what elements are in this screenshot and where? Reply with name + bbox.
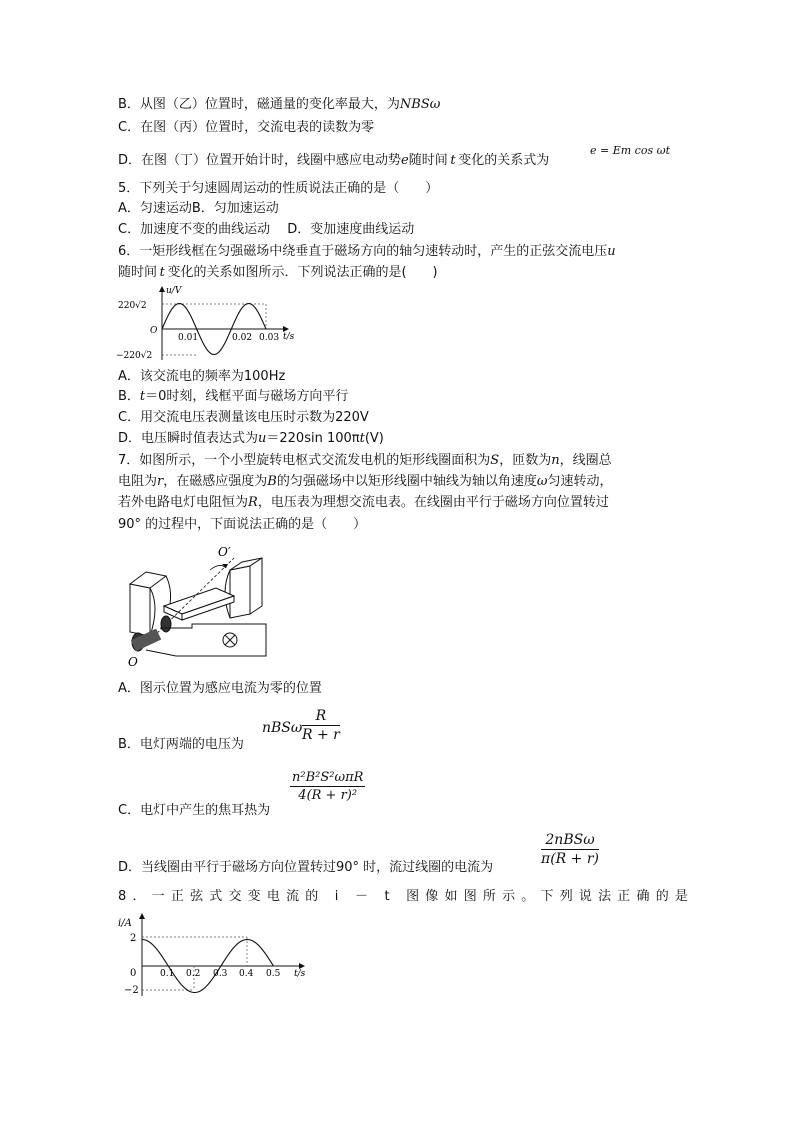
fraction-numerator: 2nBSω [541, 832, 599, 850]
left-pole-face [150, 588, 155, 636]
axis-label-top: O′ [218, 545, 231, 559]
math-inline: NBSω [399, 97, 441, 112]
question-text: ，电压表为理想交流电表。在线圈由平行于磁场方向位置转过 [257, 495, 609, 510]
right-magnet-front [230, 566, 250, 618]
x-tick-3: 0.03 [259, 333, 280, 343]
math-inline: e [401, 153, 409, 168]
question-text: 6．一矩形线框在匀强磁场中绕垂直于磁场方向的轴匀速转动时，产生的正弦交流电压 [118, 244, 608, 259]
math-inline: t [359, 431, 365, 446]
question-6-line2 [118, 264, 438, 282]
question-text: ，在磁感应强度为 [163, 474, 268, 489]
math-inline: r [157, 474, 164, 489]
x-tick-5: 0.5 [266, 969, 281, 979]
option-text: D．在图（丁）位置开始计时，线圈中感应电动势 [118, 153, 402, 168]
fraction-numerator: n²B²S²ωπR [292, 770, 364, 785]
q6-option-d [118, 430, 384, 448]
question-7-line2 [118, 473, 612, 491]
question-text: 电阻为 [118, 474, 158, 489]
origin-label: O [150, 326, 158, 336]
question-7-line1 [118, 452, 612, 470]
x-tick-3: 0.3 [213, 969, 228, 979]
q7b-fraction [302, 708, 340, 743]
option-text: 随时间 [408, 153, 448, 168]
question-7-line4: 90° 的过程中，下面说法正确的是（ ） [118, 517, 367, 532]
option-d-q4 [118, 152, 549, 170]
left-magnet-front [130, 584, 150, 636]
math-inline: n [551, 453, 560, 468]
question-5: 5．下列关于匀速圆周运动的性质说法正确的是（ ） [118, 181, 439, 196]
q7-option-b: B．电灯两端的电压为 [118, 737, 244, 752]
q7-option-d: D．当线圈由平行于磁场方向位置转过90° 时，流过线圈的电流为 [118, 860, 494, 875]
x-axis-label: t/s [283, 332, 295, 342]
q7-option-a: A．图示位置为感应电流为零的位置 [118, 681, 322, 696]
y-axis-label: u/V [166, 286, 182, 296]
option-text: D．电压瞬时值表达式为 [118, 431, 259, 446]
q7b-prefix: nBSω [262, 720, 303, 736]
math-inline: u [258, 431, 267, 446]
option-text: B．从图（乙）位置时，磁通量的变化率最大，为 [118, 97, 400, 112]
x-axis-label: t/s [294, 969, 306, 979]
y-tick-bottom: −220√2 [116, 351, 153, 361]
q5-options-cd: C．加速度不变的曲线运动 D．变加速度曲线运动 [118, 222, 415, 237]
fraction-denominator: 4(R + r)² [298, 788, 358, 803]
y-tick-top: 220√2 [118, 301, 147, 311]
question-text: 7．如图所示，一个小型旋转电枢式交流发电机的矩形线圈面积为 [118, 453, 491, 468]
math-inline: ω [536, 474, 548, 489]
q7d-fraction [541, 832, 599, 867]
question-text: 变化的关系如图所示．下列说法正确的是( ) [167, 265, 438, 280]
option-text: ＝0时刻，线框平面与磁场方向平行 [145, 389, 349, 404]
q6-option-b [118, 388, 348, 406]
math-inline: B [267, 474, 277, 489]
question-6-line1 [118, 243, 616, 261]
x-tick-4: 0.4 [239, 969, 254, 979]
q6-option-c: C．用交流电压表测量该电压时示数为220V [118, 410, 369, 425]
x-tick-2: 0.02 [232, 333, 253, 343]
y-tick-bottom: −2 [124, 985, 139, 996]
question-7-line3 [118, 494, 609, 512]
question-text: 若外电路电灯电阻恒为 [118, 495, 249, 510]
math-inline: u [607, 244, 616, 259]
rotation-arrow [210, 565, 226, 570]
question-text: ，线圈总 [559, 453, 612, 468]
question-text: 随时间 [118, 265, 158, 280]
axis-label-bottom: O [128, 655, 138, 669]
q5-options-ab: A．匀速运动B．匀加速运动 [118, 201, 279, 216]
q7c-fraction [290, 770, 365, 803]
y-axis-label: i/A [118, 918, 132, 929]
current-time-chart [116, 910, 316, 1000]
x-tick-1: 0.1 [160, 969, 175, 979]
math-inline: S [490, 453, 500, 468]
option-c-q4: C．在图（丙）位置时，交流电表的读数为零 [118, 120, 375, 135]
math-inline: t [159, 265, 165, 280]
math-inline: t [139, 389, 146, 404]
fraction-denominator: π(R + r) [541, 851, 599, 867]
option-text: B． [118, 389, 140, 404]
math-inline: π [351, 431, 360, 446]
question-8: 8．一正弦式交变电流的 i － t 图像如图所示。下列说法正确的是 [118, 889, 695, 904]
option-b-q4 [118, 96, 440, 114]
option-text: (V) [364, 431, 384, 446]
option-text: ＝220sin 100 [266, 431, 352, 446]
math-inline: R [248, 495, 258, 510]
fraction-numerator: R [302, 708, 340, 726]
voltage-time-chart [116, 284, 296, 364]
formula-e-em-cos: e = Em cos ωt [590, 144, 670, 157]
x-tick-1: 0.01 [178, 333, 199, 343]
math-inline: t [450, 153, 456, 168]
fraction-denominator: R + r [302, 727, 340, 743]
question-text: 的匀强磁场中以矩形线圈中轴线为轴以角速度 [276, 474, 537, 489]
question-text: 匀速转动， [547, 474, 613, 489]
y-axis-arrow [139, 913, 145, 919]
q7-option-c: C．电灯中产生的焦耳热为 [118, 803, 271, 818]
y-axis-arrow [159, 286, 165, 292]
y-tick-top: 2 [130, 933, 137, 944]
option-text: 变化的关系式为 [458, 153, 550, 168]
q6-option-a: A．该交流电的频率为100Hz [118, 369, 286, 384]
slip-ring [161, 616, 171, 632]
origin-label: 0 [130, 968, 137, 979]
right-magnet-side [250, 558, 262, 614]
generator-diagram [116, 544, 276, 670]
x-tick-2: 0.2 [186, 969, 201, 979]
question-text: ，匝数为 [499, 453, 552, 468]
